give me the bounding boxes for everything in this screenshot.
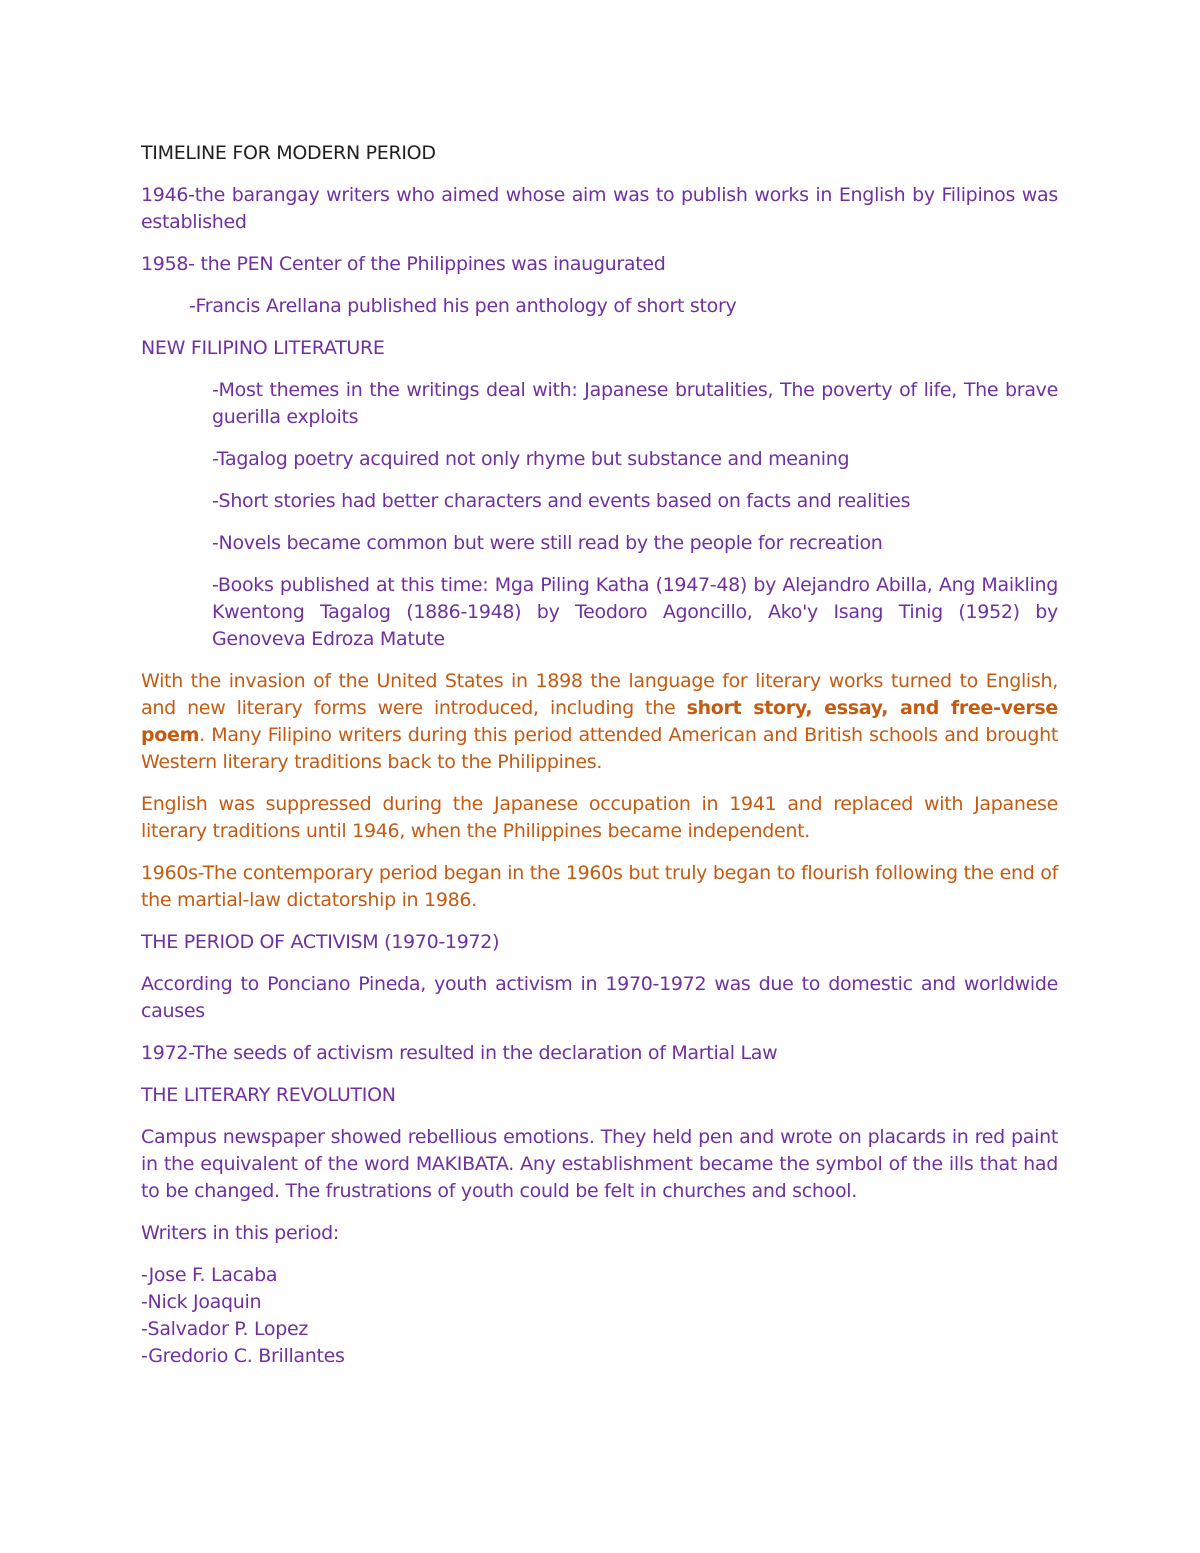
english-suppressed-paragraph: English was suppressed during the Japanese occupation in 1941 and replaced with Japanese literary traditions until 1946, when the Philippines became independent. [141, 793, 1058, 842]
us-invasion-paragraph [141, 668, 1058, 776]
timeline-arellana: -Francis Arellana published his pen anthology of short story [189, 295, 737, 317]
timeline-1972: 1972-The seeds of activism resulted in the declaration of Martial Law [141, 1042, 778, 1064]
activism-heading: THE PERIOD OF ACTIVISM (1970-1972) [141, 931, 500, 953]
pineda-paragraph: According to Ponciano Pineda, youth activism in 1970-1972 was due to domestic and worldwide causes [141, 973, 1058, 1022]
new-lit-item-short-stories: -Short stories had better characters and events based on facts and realities [212, 490, 911, 512]
writer-item: -Nick Joaquin [141, 1291, 262, 1313]
timeline-1958: 1958- the PEN Center of the Philippines was inaugurated [141, 253, 666, 275]
new-lit-item-books: -Books published at this time: Mga Piling Katha (1947-48) by Alejandro Abilla, Ang Maikling Kwentong Tagalog (1886-1948) by Teodoro Agoncillo, Ako'y Isang Tinig (1952) by Genoveva Edroza Matute [212, 574, 1058, 650]
writers-list [141, 1262, 1058, 1370]
timeline-1946: 1946-the barangay writers who aimed whose aim was to publish works in English by Filipinos was established [141, 184, 1058, 233]
campus-newspaper-paragraph: Campus newspaper showed rebellious emotions. They held pen and wrote on placards in red paint in the equivalent of the word MAKIBATA. Any establishment became the symbol of the ills that had to be changed. The frustrations of youth could be felt in churches and school. [141, 1126, 1058, 1202]
us-invasion-text-start: With the invasion of the United States in 1898 the language for literary works turned to English, and new literary forms were introduced, including the [141, 670, 1058, 719]
literary-forms-emphasis: short story, essay, and free-verse poem [141, 697, 1058, 746]
new-lit-item-novels: -Novels became common but were still read by the people for recreation [212, 532, 883, 554]
document-page [141, 140, 1058, 1370]
writer-item: -Gredorio C. Brillantes [141, 1345, 345, 1367]
writer-item: -Salvador P. Lopez [141, 1318, 309, 1340]
timeline-1960s: 1960s-The contemporary period began in the 1960s but truly began to flourish following the end of the martial-law dictatorship in 1986. [141, 862, 1058, 911]
writers-heading: Writers in this period: [141, 1222, 340, 1244]
writer-item: -Jose F. Lacaba [141, 1264, 278, 1286]
new-lit-item-tagalog-poetry: -Tagalog poetry acquired not only rhyme but substance and meaning [212, 448, 850, 470]
literary-revolution-heading: THE LITERARY REVOLUTION [141, 1084, 396, 1106]
new-lit-item-themes: -Most themes in the writings deal with: Japanese brutalities, The poverty of life, The brave guerilla exploits [212, 379, 1058, 428]
document-title: TIMELINE FOR MODERN PERIOD [141, 142, 436, 164]
us-invasion-text-end: . Many Filipino writers during this period attended American and British schools and brought Western literary traditions back to the Philippines. [141, 724, 1058, 773]
new-filipino-literature-heading: NEW FILIPINO LITERATURE [141, 337, 385, 359]
